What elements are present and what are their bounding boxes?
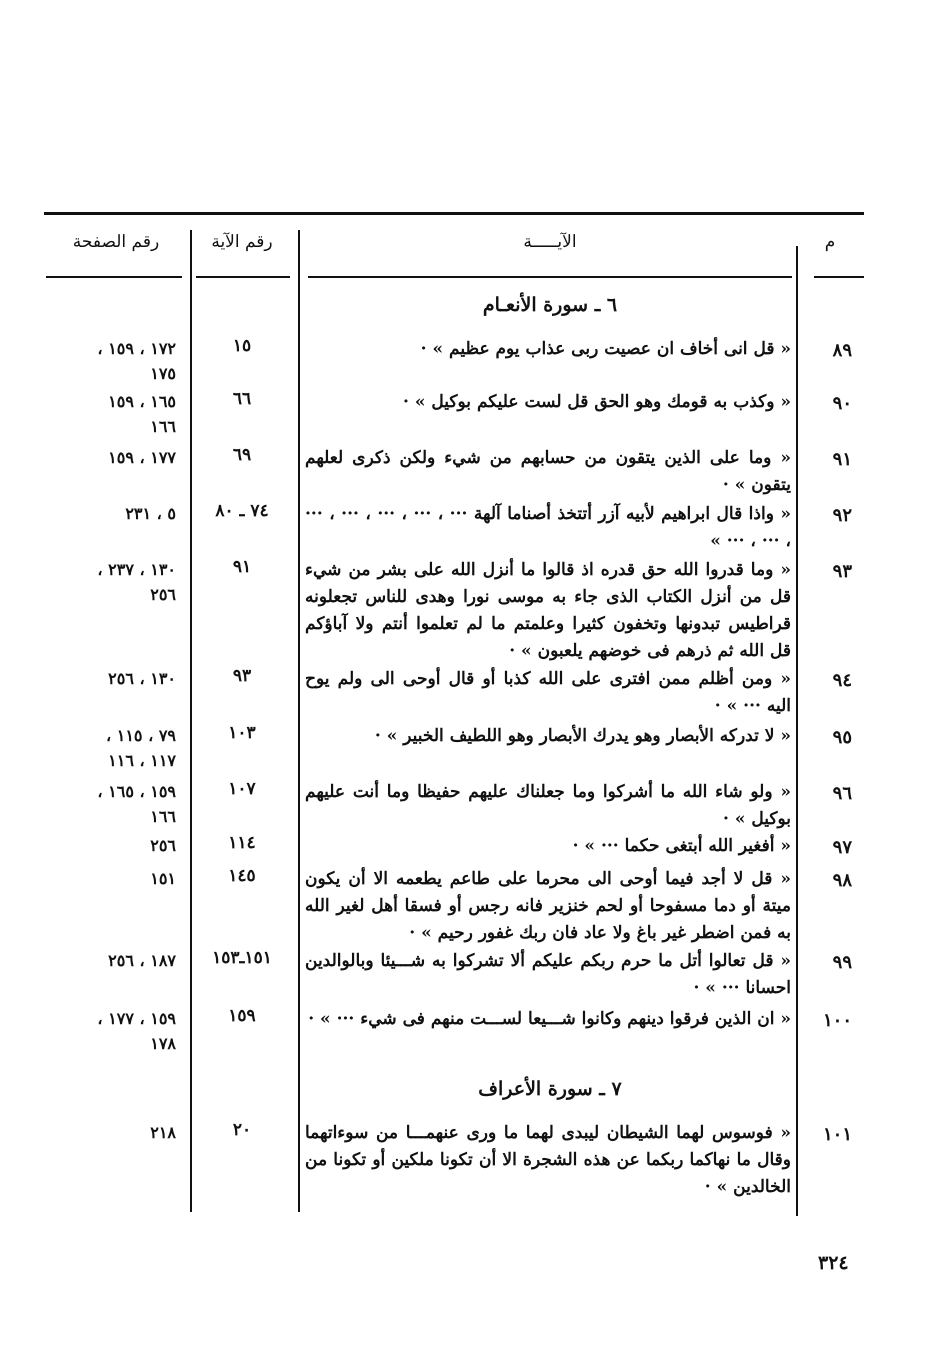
column-divider <box>190 230 192 1212</box>
page-refs: ١٦٥ ، ١٥٩ ١٦٦ <box>108 392 176 436</box>
ayah-text: « ان الذين فرقوا دينهم وكانوا شـــيعا لســـت منهم فى شيء ··· » · <box>308 1009 791 1029</box>
entry-index: ٩٠ <box>832 393 852 414</box>
verse-number: ٢٠ <box>232 1120 252 1140</box>
surah-heading: ٦ ـ سورة الأنعـام <box>482 294 618 316</box>
entry-index: ١٠٠ <box>822 1010 852 1031</box>
header-verse-number: رقم الآية <box>211 232 273 252</box>
header-ayah: الآيـــــة <box>523 232 577 252</box>
ayah-text: « وما قدروا الله حق قدره اذ قالوا ما أنزل الله على بشر من شيء قل من أنزل الكتاب الذى جاء به موسى نورا وهدى للناس تجعلونه قراطيس تبدونها وتخفون كثيرا وعلمتم ما لم تعلموا أنتم ولا آباؤكم قل الله ثم ذرهم فى خوضهم يلعبون » · <box>305 560 791 661</box>
ayah-text: « وكذب به قومك وهو الحق قل لست عليكم بوكيل » · <box>403 392 791 412</box>
verse-number: ٧٤ ـ ٨٠ <box>215 501 269 521</box>
page-refs: ٧٩ ، ١١٥ ، ١١٧ ، ١١٦ <box>105 726 176 770</box>
header-page-number: رقم الصفحة <box>72 232 160 252</box>
verse-number: ١١٤ <box>228 833 256 853</box>
header-underline <box>46 276 182 278</box>
header-index: م <box>824 232 836 252</box>
ayah-text: « فوسوس لهما الشيطان ليبدى لهما ما ورى عنهمـــا من سوءاتهما وقال ما نهاكما ربكما عن هذه الشجرة الا أن تكونا ملكين أو تكونا من الخالدين » · <box>305 1123 791 1197</box>
page-number: ٣٢٤ <box>818 1252 849 1274</box>
entry-index: ٩٤ <box>832 670 852 691</box>
entry-index: ٩٢ <box>832 505 852 526</box>
verse-number: ٦٩ <box>232 445 252 465</box>
verse-number: ١٤٥ <box>228 866 256 886</box>
page-refs: ٢١٨ <box>150 1123 176 1142</box>
verse-number: ١٥٩ <box>228 1006 256 1026</box>
surah-heading: ٧ ـ سورة الأعراف <box>478 1078 622 1100</box>
ayah-text: « أفغير الله أبتغى حكما ··· » · <box>572 836 791 856</box>
ayah-text: « قل تعالوا أتل ما حرم ربكم عليكم ألا تشركوا به شـــيئا وبالوالدين احسانا ··· » · <box>305 951 791 998</box>
entry-index: ٩٥ <box>832 727 852 748</box>
page-refs: ١٥٩ ، ١٦٥ ، ١٦٦ <box>97 782 176 826</box>
verse-number: ٩١ <box>232 557 252 577</box>
page-refs: ٥ ، ٢٣١ <box>125 504 176 523</box>
entry-index: ١٠١ <box>822 1124 852 1145</box>
entry-index: ٩٦ <box>832 783 852 804</box>
verse-number: ١٥ <box>232 336 252 356</box>
header-underline <box>308 276 792 278</box>
page-refs: ١٣٠ ، ٢٥٦ <box>108 669 176 688</box>
ayah-text: « قل لا أجد فيما أوحى الى محرما على طاعم يطعمه الا أن يكون ميتة أو دما مسفوحا أو لحم خنزير فانه رجس أو فسقا أهل لغير الله به فمن اضطر غير باغ ولا عاد فان ربك غفور رحيم » · <box>305 869 791 943</box>
entry-index: ٩٨ <box>832 870 852 891</box>
entry-index: ٩١ <box>832 449 852 470</box>
entry-index: ٩٧ <box>832 837 852 858</box>
ayah-text: « ومن أظلم ممن افترى على الله كذبا أو قال أوحى الى ولم يوح اليه ··· » · <box>305 669 791 716</box>
ayah-text: « ولو شاء الله ما أشركوا وما جعلناك عليهم حفيظا وما أنت عليهم بوكيل » · <box>305 782 791 829</box>
ayah-text: « قل انى أخاف ان عصيت ربى عذاب يوم عظيم » · <box>420 339 791 359</box>
page-refs: ٢٥٦ <box>150 836 176 855</box>
entry-index: ٨٩ <box>832 340 852 361</box>
page-refs: ١٥٩ ، ١٧٧ ، ١٧٨ <box>97 1009 176 1053</box>
verse-number: ١٥١ـ١٥٣ <box>212 948 272 968</box>
verse-number: ٩٣ <box>232 666 252 686</box>
header-underline <box>814 276 864 278</box>
page-refs: ١٨٧ ، ٢٥٦ <box>108 951 176 970</box>
entry-index: ٩٩ <box>832 952 852 973</box>
page-refs: ١٧٧ ، ١٥٩ <box>108 448 176 467</box>
column-divider <box>298 230 300 1212</box>
verse-number: ١٠٧ <box>228 779 256 799</box>
ayah-text: « واذا قال ابراهيم لأبيه آزر أتتخذ أصناما آلهة ··· ، ··· ، ··· ، ··· ، ··· ، ··· ، ··· » <box>305 504 791 551</box>
entry-index: ٩٣ <box>832 561 852 582</box>
ayah-text: « لا تدركه الأبصار وهو يدرك الأبصار وهو اللطيف الخبير » · <box>374 726 791 746</box>
column-divider <box>796 246 798 1216</box>
header-underline <box>196 276 290 278</box>
verse-number: ٦٦ <box>232 389 252 409</box>
verse-number: ١٠٣ <box>228 723 256 743</box>
page-refs: ١٣٠ ، ٢٣٧ ، ٢٥٦ <box>97 560 176 604</box>
page-refs: ١٥١ <box>150 869 176 888</box>
ayah-text: « وما على الذين يتقون من حسابهم من شيء ولكن ذكرى لعلهم يتقون » · <box>305 448 791 495</box>
page-refs: ١٧٢ ، ١٥٩ ، ١٧٥ <box>97 339 176 383</box>
top-rule <box>44 212 864 215</box>
